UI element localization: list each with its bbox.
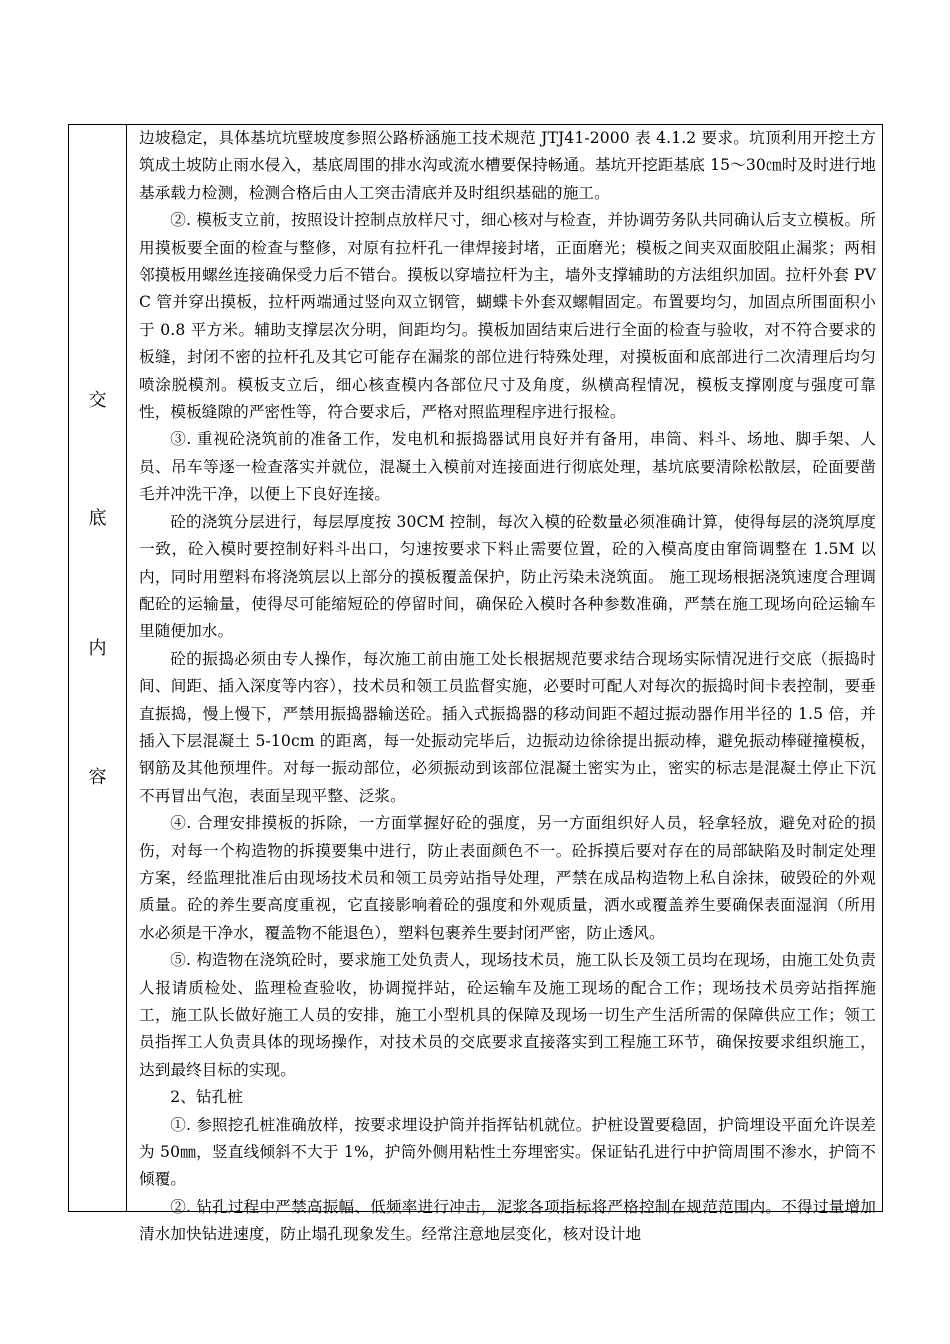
paragraph-formwork: ②. 模板支立前，按照设计控制点放样尺寸，细心核对与检查，并协调劳务队共同确认后支立模板。所用摸板要全面的检查与整修，对原有拉杆孔一律焊接封堵，正面磨光；模板之间夹双面胶阻止漏浆；两相邻摸板用螺丝连接确保受力后不错台。摸板以穿墙拉杆为主，墙外支撑辅助的方法组织加固。拉杆外套 PVC 管并穿出摸板，拉杆两端通过竖向双立钢管，蝴蝶卡外套双螺帽固定。布置要均匀，加固点所围面积小于 0.8 平方米。辅助支撑层次分明，间距均匀。摸板加固结束后进行全面的检查与验收，对不符合要求的板缝，封闭不密的拉杆孔及其它可能存在漏浆的部位进行特殊处理，对摸板面和底部进行二次清理后均匀喷涂脱模剂。模板支立后，细心核查模内各部位尺寸及角度，纵横高程情况，模板支撑刚度与强度可靠性，模板缝隙的严密性等，符合要求后，严格对照监理程序进行报检。 (139, 211, 876, 422)
paragraph-form-removal: ④. 合理安排摸板的拆除，一方面掌握好砼的强度，另一方面组织好人员，轻拿轻放，避免对砼的损伤，对每一个构造物的拆摸要集中进行，防止表面颜色不一。砼拆摸后要对存在的局部缺陷及时制定处理方案，经监理批准后由现场技术员和领工员旁站指导处理，严禁在成品构造物上私自涂抹，破毁砼的外观质量。砼的养生要高度重视，它直接影响着砼的强度和外观质量，洒水或覆盖养生要确保表面湿润（所用水必须是干净水，覆盖物不能退色），塑料包裹养生要封闭严密，防止透风。 (139, 814, 876, 942)
paragraph-site-coordination: ⑤. 构造物在浇筑砼时，要求施工处负责人，现场技术员，施工队长及领工员均在现场，由施工处负责人报请质检处、监理检查验收，协调搅拌站，砼运输车及施工现场的配合工作；现场技术员旁站指挥施工，施工队长做好施工人员的安排，施工小型机具的保障及现场一切生产生活所需的保障供应工作；领工员指挥工人负责具体的现场操作，对技术员的交底要求直接落实到工程施工环节，确保按要求组织施工，达到最终目标的实现。 (139, 951, 876, 1079)
paragraph-casing-setup: ①. 参照挖孔桩准确放样，按要求埋设护筒并指挥钻机就位。护桩设置要稳固，护筒埋设平面允许误差为 50㎜，竖直线倾斜不大于 1%，护筒外侧用粘性土夯埋密实。保证钻孔进行中护筒周围不渗水，护筒不倾覆。 (139, 1115, 876, 1189)
label-char-jiao: 交 (88, 390, 107, 411)
paragraph-slope-stability: 边坡稳定，具体基坑坑壁坡度参照公路桥涵施工技术规范 JTJ41-2000 表 4.1.2 要求。坑顶利用开挖土方筑成土坡防止雨水侵入，基底周围的排水沟或流水槽要保持畅通。基坑开挖距基底 15～30㎝时及时进行地基承载力检测，检测合格后由人工突击清底并及时组织基础的施工。 (139, 129, 876, 202)
disclosure-table (68, 124, 883, 1244)
section-label-column (69, 125, 127, 1211)
content-column (127, 125, 882, 1244)
paragraph-layered-pouring: 砼的浇筑分层进行，每层厚度按 30CM 控制，每次入模的砼数量必须准确计算，使得每层的浇筑厚度一致，砼入模时要控制好料斗出口，匀速按要求下料止需要位置，砼的入模高度由窜筒调整在 1.5M 以内，同时用塑料布将浇筑层以上部分的摸板覆盖保护，防止污染未浇筑面。 施工现场根据浇筑速度合理调配砼的运输量，使得尽可能缩短砼的停留时间，确保砼入模时各种参数准确，严禁在施工现场向砼运输车里随便加水。 (139, 512, 876, 641)
paragraph-pour-preparation: ③. 重视砼浇筑前的准备工作，发电机和振捣器试用良好并有备用，串筒、料斗、场地、脚手架、人员、吊车等逐一检查落实并就位，混凝土入模前对连接面进行彻底处理，基坑底要清除松散层，砼面要凿毛并冲洗干净，以便上下良好连接。 (139, 430, 876, 504)
label-char-di: 底 (88, 508, 107, 529)
paragraph-drilling: ②. 钻孔过程中严禁高振幅、低频率进行冲击，泥浆各项指标将严格控制在规范范围内。不得过量增加清水加快钻进速度，防止塌孔现象发生。经常注意地层变化，核对设计地 (139, 1197, 876, 1244)
label-char-nei: 内 (88, 638, 107, 659)
section-heading-bored-pile: 2、钻孔桩 (170, 1088, 243, 1107)
label-char-rong: 容 (88, 767, 107, 788)
paragraph-vibration: 砼的振捣必须由专人操作，每次施工前由施工处长根据规范要求结合现场实际情况进行交底（振捣时间、间距、插入深度等内容），技术员和领工员监督实施，必要时可配人对每次的振捣时间卡表控制，要垂直振捣，慢上慢下，严禁用振捣器输送砼。插入式振捣器的移动间距不超过振动器作用半径的 1.5 倍，并插入下层混凝土 5-10cm 的距离，每一处振动完毕后，边振动边徐徐提出振动棒，避免振动棒碰撞模板，钢筋及其他预埋件。对每一振动部位，必须振动到该部位混凝土密实为止，密实的标志是混凝土停止下沉不再冒出气泡，表面呈现平整、泛浆。 (139, 649, 876, 805)
